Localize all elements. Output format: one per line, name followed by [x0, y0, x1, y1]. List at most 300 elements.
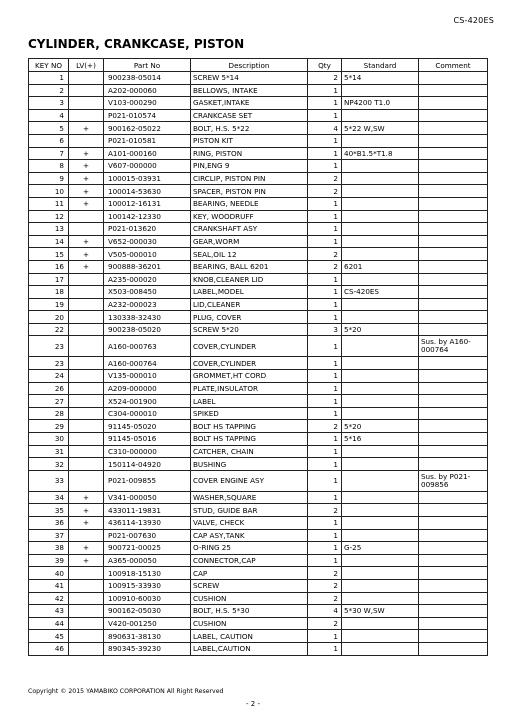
cell-key-no: 9	[29, 172, 69, 185]
cell-part-no: 900721-00025	[104, 542, 191, 555]
cell-lv	[69, 630, 104, 643]
cell-description: COVER,CYLINDER	[191, 336, 308, 357]
cell-standard: 6201	[342, 260, 419, 273]
cell-description: CIRCLIP, PISTON PIN	[191, 172, 308, 185]
cell-standard	[342, 185, 419, 198]
cell-comment: Sus. by A160-000764	[419, 336, 488, 357]
cell-comment	[419, 382, 488, 395]
cell-key-no: 1	[29, 72, 69, 85]
cell-lv: +	[69, 517, 104, 530]
page-title: CYLINDER, CRANKCASE, PISTON	[28, 37, 245, 51]
cell-key-no: 37	[29, 529, 69, 542]
cell-qty: 1	[308, 273, 342, 286]
cell-description: BEARING, BALL 6201	[191, 260, 308, 273]
cell-comment	[419, 433, 488, 446]
table-row	[29, 407, 488, 420]
cell-key-no: 18	[29, 286, 69, 299]
table-row	[29, 542, 488, 555]
cell-description: GASKET,INTAKE	[191, 97, 308, 110]
cell-comment	[419, 579, 488, 592]
cell-standard	[342, 458, 419, 471]
cell-comment	[419, 395, 488, 408]
cell-qty: 3	[308, 323, 342, 336]
table-row	[29, 504, 488, 517]
cell-part-no: V103-000290	[104, 97, 191, 110]
cell-key-no: 28	[29, 407, 69, 420]
cell-comment	[419, 172, 488, 185]
cell-qty: 2	[308, 617, 342, 630]
cell-qty: 1	[308, 517, 342, 530]
cell-qty: 1	[308, 84, 342, 97]
table-row	[29, 197, 488, 210]
cell-comment	[419, 210, 488, 223]
table-row	[29, 134, 488, 147]
cell-standard: 40*B1.5*T1.8	[342, 147, 419, 160]
cell-part-no: 890345-39230	[104, 642, 191, 655]
cell-lv	[69, 407, 104, 420]
cell-lv	[69, 445, 104, 458]
cell-description: CRANKCASE SET	[191, 109, 308, 122]
cell-comment	[419, 630, 488, 643]
cell-part-no: 890631-38130	[104, 630, 191, 643]
cell-qty: 2	[308, 260, 342, 273]
cell-part-no: A160-000763	[104, 336, 191, 357]
cell-lv	[69, 370, 104, 383]
cell-comment	[419, 491, 488, 504]
cell-part-no: 150114-04920	[104, 458, 191, 471]
cell-key-no: 17	[29, 273, 69, 286]
cell-standard	[342, 554, 419, 567]
cell-qty: 1	[308, 210, 342, 223]
cell-lv	[69, 210, 104, 223]
cell-description: PIN,ENG 9	[191, 160, 308, 173]
cell-lv	[69, 579, 104, 592]
cell-comment	[419, 407, 488, 420]
cell-description: LABEL,MODEL	[191, 286, 308, 299]
cell-description: BOLT, H.S. 5*30	[191, 605, 308, 618]
cell-lv	[69, 323, 104, 336]
cell-comment: Sus. by P021-009856	[419, 470, 488, 491]
cell-qty: 1	[308, 642, 342, 655]
cell-part-no: P021-010581	[104, 134, 191, 147]
cell-comment	[419, 197, 488, 210]
cell-part-no: 100014-53630	[104, 185, 191, 198]
cell-standard	[342, 235, 419, 248]
cell-qty: 1	[308, 407, 342, 420]
cell-part-no: 433011-19831	[104, 504, 191, 517]
cell-standard	[342, 630, 419, 643]
cell-lv	[69, 298, 104, 311]
table-row	[29, 605, 488, 618]
table-row	[29, 420, 488, 433]
cell-comment	[419, 617, 488, 630]
cell-part-no: V420-001250	[104, 617, 191, 630]
cell-comment	[419, 235, 488, 248]
cell-description: GROMMET,HT CORD	[191, 370, 308, 383]
cell-comment	[419, 286, 488, 299]
cell-key-no: 22	[29, 323, 69, 336]
cell-qty: 1	[308, 554, 342, 567]
cell-lv: +	[69, 160, 104, 173]
cell-qty: 2	[308, 592, 342, 605]
cell-description: LABEL, CAUTION	[191, 630, 308, 643]
cell-description: O-RING 25	[191, 542, 308, 555]
table-row	[29, 298, 488, 311]
col-key-no: KEY NO	[29, 59, 69, 72]
cell-key-no: 27	[29, 395, 69, 408]
table-row	[29, 470, 488, 491]
cell-description: PLUG, COVER	[191, 311, 308, 324]
cell-description: BOLT HS TAPPING	[191, 420, 308, 433]
cell-lv	[69, 357, 104, 370]
cell-lv	[69, 336, 104, 357]
cell-part-no: 436114-13930	[104, 517, 191, 530]
cell-qty: 1	[308, 223, 342, 236]
cell-standard	[342, 357, 419, 370]
table-row	[29, 248, 488, 261]
cell-standard	[342, 592, 419, 605]
table-row	[29, 382, 488, 395]
cell-key-no: 46	[29, 642, 69, 655]
cell-comment	[419, 160, 488, 173]
cell-part-no: 100910-60030	[104, 592, 191, 605]
cell-comment	[419, 260, 488, 273]
table-row	[29, 323, 488, 336]
cell-description: SCREW 5*20	[191, 323, 308, 336]
cell-description: LABEL	[191, 395, 308, 408]
cell-key-no: 32	[29, 458, 69, 471]
col-lv: LV(+)	[69, 59, 104, 72]
cell-qty: 2	[308, 504, 342, 517]
cell-key-no: 34	[29, 491, 69, 504]
cell-comment	[419, 223, 488, 236]
cell-lv: +	[69, 260, 104, 273]
table-row	[29, 311, 488, 324]
cell-standard: 5*22 W,SW	[342, 122, 419, 135]
cell-lv: +	[69, 185, 104, 198]
cell-standard	[342, 382, 419, 395]
cell-standard	[342, 248, 419, 261]
cell-qty: 1	[308, 147, 342, 160]
cell-comment	[419, 445, 488, 458]
table-row	[29, 617, 488, 630]
cell-key-no: 39	[29, 554, 69, 567]
cell-key-no: 15	[29, 248, 69, 261]
cell-key-no: 13	[29, 223, 69, 236]
cell-key-no: 19	[29, 298, 69, 311]
cell-standard	[342, 298, 419, 311]
cell-comment	[419, 370, 488, 383]
cell-qty: 1	[308, 97, 342, 110]
cell-key-no: 5	[29, 122, 69, 135]
cell-part-no: 900162-05022	[104, 122, 191, 135]
cell-part-no: X524-001900	[104, 395, 191, 408]
cell-standard	[342, 160, 419, 173]
cell-description: PISTON KIT	[191, 134, 308, 147]
table-row	[29, 97, 488, 110]
table-row	[29, 567, 488, 580]
cell-standard: NP4200 T1.0	[342, 97, 419, 110]
cell-standard	[342, 336, 419, 357]
cell-key-no: 30	[29, 433, 69, 446]
cell-lv: +	[69, 491, 104, 504]
cell-lv	[69, 286, 104, 299]
cell-description: CRANKSHAFT ASY	[191, 223, 308, 236]
cell-comment	[419, 323, 488, 336]
cell-description: SCREW 5*14	[191, 72, 308, 85]
cell-description: LABEL,CAUTION	[191, 642, 308, 655]
cell-lv	[69, 97, 104, 110]
cell-lv: +	[69, 542, 104, 555]
cell-key-no: 7	[29, 147, 69, 160]
cell-standard	[342, 223, 419, 236]
cell-part-no: V135-000010	[104, 370, 191, 383]
cell-part-no: 100915-33930	[104, 579, 191, 592]
cell-part-no: P021-009855	[104, 470, 191, 491]
table-row	[29, 630, 488, 643]
cell-lv: +	[69, 197, 104, 210]
page-number: - 2 -	[246, 700, 260, 708]
cell-standard	[342, 407, 419, 420]
cell-qty: 1	[308, 382, 342, 395]
cell-description: SEAL,OIL 12	[191, 248, 308, 261]
cell-qty: 1	[308, 357, 342, 370]
cell-qty: 1	[308, 458, 342, 471]
table-row	[29, 554, 488, 567]
cell-standard	[342, 109, 419, 122]
cell-key-no: 20	[29, 311, 69, 324]
table-header-row	[29, 59, 488, 72]
cell-key-no: 43	[29, 605, 69, 618]
cell-part-no: A202-000060	[104, 84, 191, 97]
cell-comment	[419, 458, 488, 471]
cell-part-no: P021-010574	[104, 109, 191, 122]
col-standard: Standard	[342, 59, 419, 72]
cell-qty: 1	[308, 470, 342, 491]
cell-standard	[342, 617, 419, 630]
cell-comment	[419, 642, 488, 655]
cell-key-no: 29	[29, 420, 69, 433]
cell-lv	[69, 395, 104, 408]
cell-standard	[342, 311, 419, 324]
cell-comment	[419, 122, 488, 135]
table-row	[29, 592, 488, 605]
cell-qty: 4	[308, 605, 342, 618]
col-part-no: Part No	[104, 59, 191, 72]
cell-part-no: V652-000030	[104, 235, 191, 248]
cell-description: BOLT HS TAPPING	[191, 433, 308, 446]
cell-part-no: V505-000010	[104, 248, 191, 261]
table-row	[29, 458, 488, 471]
cell-lv: +	[69, 235, 104, 248]
table-row	[29, 72, 488, 85]
cell-qty: 2	[308, 72, 342, 85]
table-row	[29, 357, 488, 370]
cell-part-no: C304-000010	[104, 407, 191, 420]
cell-standard	[342, 504, 419, 517]
cell-key-no: 23	[29, 357, 69, 370]
cell-key-no: 8	[29, 160, 69, 173]
cell-key-no: 2	[29, 84, 69, 97]
cell-lv: +	[69, 248, 104, 261]
cell-qty: 2	[308, 567, 342, 580]
cell-comment	[419, 592, 488, 605]
cell-comment	[419, 273, 488, 286]
cell-key-no: 26	[29, 382, 69, 395]
cell-part-no: A209-000000	[104, 382, 191, 395]
cell-qty: 2	[308, 185, 342, 198]
cell-part-no: A160-000764	[104, 357, 191, 370]
cell-comment	[419, 84, 488, 97]
cell-standard	[342, 491, 419, 504]
cell-key-no: 14	[29, 235, 69, 248]
cell-description: COVER ENGINE ASY	[191, 470, 308, 491]
table-row	[29, 235, 488, 248]
col-comment: Comment	[419, 59, 488, 72]
cell-qty: 1	[308, 134, 342, 147]
cell-standard: 5*30 W,SW	[342, 605, 419, 618]
cell-qty: 1	[308, 160, 342, 173]
cell-qty: 1	[308, 529, 342, 542]
cell-key-no: 16	[29, 260, 69, 273]
cell-standard	[342, 517, 419, 530]
cell-standard: 5*14	[342, 72, 419, 85]
table-row	[29, 445, 488, 458]
cell-lv	[69, 109, 104, 122]
cell-description: STUD, GUIDE BAR	[191, 504, 308, 517]
cell-comment	[419, 134, 488, 147]
cell-description: GEAR,WORM	[191, 235, 308, 248]
cell-part-no: 130338-32430	[104, 311, 191, 324]
cell-lv: +	[69, 122, 104, 135]
cell-qty: 1	[308, 491, 342, 504]
model-code: CS-420ES	[453, 16, 494, 25]
cell-key-no: 35	[29, 504, 69, 517]
cell-description: BUSHING	[191, 458, 308, 471]
cell-standard: 5*16	[342, 433, 419, 446]
cell-part-no: X503-008450	[104, 286, 191, 299]
cell-qty: 1	[308, 311, 342, 324]
cell-lv	[69, 529, 104, 542]
cell-qty: 1	[308, 445, 342, 458]
cell-key-no: 33	[29, 470, 69, 491]
cell-description: BEARING, NEEDLE	[191, 197, 308, 210]
cell-qty: 4	[308, 122, 342, 135]
cell-description: KEY, WOODRUFF	[191, 210, 308, 223]
cell-part-no: V607-000000	[104, 160, 191, 173]
cell-comment	[419, 97, 488, 110]
cell-key-no: 45	[29, 630, 69, 643]
cell-lv	[69, 592, 104, 605]
table-row	[29, 172, 488, 185]
cell-description: CONNECTOR,CAP	[191, 554, 308, 567]
cell-standard	[342, 273, 419, 286]
cell-part-no: A365-000050	[104, 554, 191, 567]
table-row	[29, 147, 488, 160]
parts-table-body	[29, 72, 488, 656]
cell-lv	[69, 567, 104, 580]
cell-lv	[69, 84, 104, 97]
cell-part-no: 100015-03931	[104, 172, 191, 185]
cell-comment	[419, 529, 488, 542]
cell-comment	[419, 504, 488, 517]
cell-key-no: 41	[29, 579, 69, 592]
cell-standard	[342, 395, 419, 408]
cell-qty: 1	[308, 197, 342, 210]
cell-part-no: 900888-36201	[104, 260, 191, 273]
table-row	[29, 122, 488, 135]
cell-standard	[342, 642, 419, 655]
parts-table	[28, 58, 488, 656]
table-row	[29, 579, 488, 592]
cell-part-no: 100142-12330	[104, 210, 191, 223]
cell-lv	[69, 605, 104, 618]
cell-qty: 1	[308, 630, 342, 643]
table-row	[29, 185, 488, 198]
cell-lv	[69, 433, 104, 446]
cell-standard	[342, 197, 419, 210]
cell-key-no: 31	[29, 445, 69, 458]
cell-description: SCREW	[191, 579, 308, 592]
cell-key-no: 23	[29, 336, 69, 357]
cell-description: PLATE,INSULATOR	[191, 382, 308, 395]
cell-lv	[69, 72, 104, 85]
cell-key-no: 38	[29, 542, 69, 555]
cell-standard	[342, 210, 419, 223]
cell-comment	[419, 72, 488, 85]
cell-comment	[419, 542, 488, 555]
cell-qty: 1	[308, 109, 342, 122]
cell-description: SPIKED	[191, 407, 308, 420]
cell-qty: 2	[308, 420, 342, 433]
cell-comment	[419, 357, 488, 370]
cell-description: CAP	[191, 567, 308, 580]
cell-part-no: A101-000160	[104, 147, 191, 160]
cell-comment	[419, 298, 488, 311]
cell-part-no: C310-000000	[104, 445, 191, 458]
cell-lv	[69, 311, 104, 324]
table-row	[29, 491, 488, 504]
cell-comment	[419, 517, 488, 530]
cell-key-no: 12	[29, 210, 69, 223]
cell-qty: 1	[308, 433, 342, 446]
table-row	[29, 286, 488, 299]
cell-part-no: 900238-05014	[104, 72, 191, 85]
cell-description: CAP ASY,TANK	[191, 529, 308, 542]
cell-description: VALVE, CHECK	[191, 517, 308, 530]
table-row	[29, 160, 488, 173]
cell-lv	[69, 617, 104, 630]
cell-key-no: 42	[29, 592, 69, 605]
cell-lv	[69, 458, 104, 471]
cell-standard	[342, 529, 419, 542]
cell-lv	[69, 134, 104, 147]
cell-part-no: A232-000023	[104, 298, 191, 311]
cell-part-no: V341-000050	[104, 491, 191, 504]
cell-standard: 5*20	[342, 323, 419, 336]
cell-part-no: 900238-05020	[104, 323, 191, 336]
copyright: Copyright © 2015 YAMABIKO CORPORATION All Right Reserved	[28, 688, 224, 695]
cell-key-no: 6	[29, 134, 69, 147]
cell-lv: +	[69, 172, 104, 185]
cell-standard	[342, 172, 419, 185]
cell-standard: CS-420ES	[342, 286, 419, 299]
cell-comment	[419, 147, 488, 160]
cell-qty: 1	[308, 336, 342, 357]
cell-lv	[69, 382, 104, 395]
cell-qty: 1	[308, 395, 342, 408]
cell-part-no: P021-007630	[104, 529, 191, 542]
